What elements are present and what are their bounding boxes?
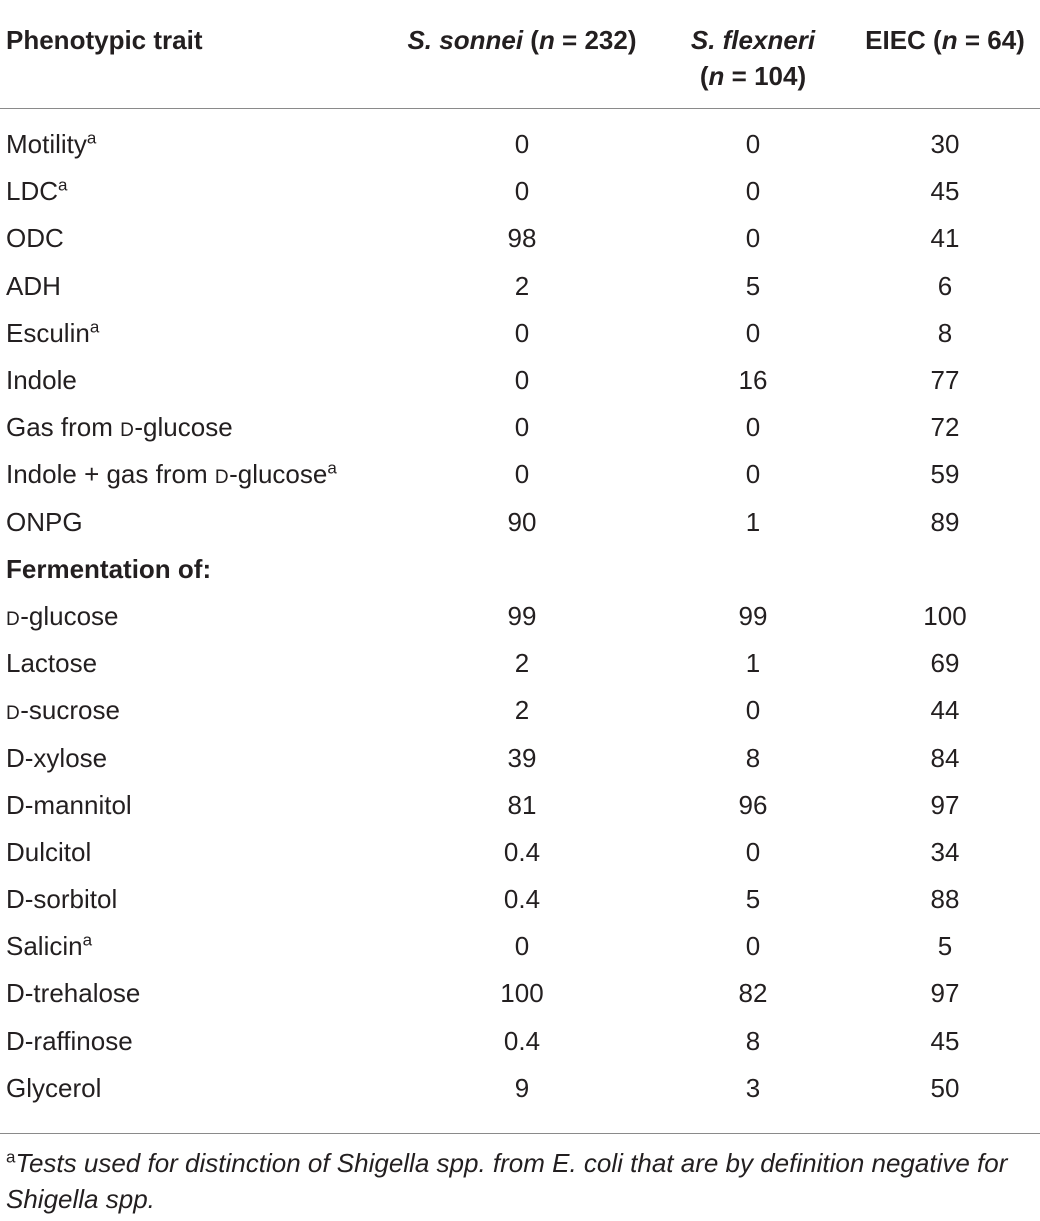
value-s-sonnei: 0 [514, 412, 530, 443]
value-s-flexneri: 0 [745, 931, 761, 962]
value-s-sonnei: 90 [507, 506, 537, 537]
value-s-flexneri: 0 [745, 695, 761, 726]
value-eiec: 88 [930, 884, 960, 915]
row-label: Lactose [6, 648, 98, 679]
value-s-flexneri: 5 [745, 270, 761, 301]
table-row [0, 1065, 1040, 1112]
value-eiec: 50 [930, 1072, 960, 1103]
value-s-sonnei: 9 [514, 1072, 530, 1103]
row-label: Motility$^a$ [6, 128, 97, 160]
value-s-flexneri: 3 [745, 1072, 761, 1103]
row-label: LDC$^a$ [6, 175, 68, 207]
value-s-flexneri: 82 [738, 978, 768, 1009]
value-s-flexneri: 1 [745, 506, 761, 537]
row-label: D-raffinose [6, 1025, 133, 1056]
value-s-flexneri: 0 [745, 317, 761, 348]
table-row [0, 876, 1040, 923]
table-row [0, 593, 1040, 640]
table-row [0, 109, 1040, 169]
value-s-sonnei: 100 [500, 978, 544, 1009]
table-row [0, 1018, 1040, 1065]
value-s-sonnei: 0 [514, 365, 530, 396]
table-row [0, 404, 1040, 451]
value-s-flexneri: 0 [745, 459, 761, 490]
table-body [0, 109, 1040, 1112]
value-s-flexneri: 8 [745, 1025, 761, 1056]
table-row [0, 451, 1040, 498]
value-eiec: 30 [930, 129, 960, 160]
value-eiec: 84 [930, 742, 960, 773]
value-s-flexneri: 0 [745, 223, 761, 254]
row-label: D-sucrose [6, 695, 120, 726]
value-s-flexneri: 1 [745, 648, 761, 679]
row-label: D-xylose [6, 742, 108, 773]
value-eiec: 6 [937, 270, 953, 301]
value-s-sonnei: 0 [514, 317, 530, 348]
footnote-marker: a [82, 930, 93, 950]
value-s-sonnei: 99 [507, 600, 537, 631]
footnote-divider [0, 1133, 1040, 1134]
header-row [0, 0, 1040, 109]
table-row [0, 357, 1040, 404]
table-footnote: $^a$Tests used for distinction of Shigella spp. from E. coli that are by definition negative for Shigella spp. [6, 1147, 1008, 1214]
value-eiec: 5 [937, 931, 953, 962]
value-s-sonnei: 2 [514, 695, 530, 726]
row-label: ODC [6, 223, 64, 254]
table-row [0, 499, 1040, 546]
value-s-sonnei: 0 [514, 176, 530, 207]
value-s-flexneri: 99 [738, 600, 768, 631]
value-eiec: 59 [930, 459, 960, 490]
table-row [0, 640, 1040, 687]
value-s-flexneri: 0 [745, 129, 761, 160]
value-eiec: 44 [930, 695, 960, 726]
value-eiec: 72 [930, 412, 960, 443]
value-eiec: 45 [930, 1025, 960, 1056]
row-label: Salicin$^a$ [6, 930, 93, 962]
row-label: D-mannitol [6, 789, 132, 820]
value-s-sonnei: 0.4 [503, 836, 541, 867]
value-s-sonnei: 0.4 [503, 1025, 541, 1056]
table-row [0, 970, 1040, 1017]
header-eiec: EIEC (n = 64) [865, 25, 1025, 55]
row-label: D-trehalose [6, 978, 141, 1009]
value-s-flexneri: 5 [745, 884, 761, 915]
value-eiec: 69 [930, 648, 960, 679]
value-eiec: 34 [930, 836, 960, 867]
header-s-flexneri: S. flexneri (n = 104) [690, 25, 816, 91]
value-s-sonnei: 0 [514, 931, 530, 962]
value-s-sonnei: 2 [514, 270, 530, 301]
value-s-sonnei: 0 [514, 459, 530, 490]
value-eiec: 77 [930, 365, 960, 396]
value-s-flexneri: 0 [745, 176, 761, 207]
value-s-flexneri: 0 [745, 412, 761, 443]
header-s-sonnei: S. sonnei (n = 232) [407, 25, 637, 55]
value-eiec: 100 [923, 600, 967, 631]
table-row [0, 782, 1040, 829]
value-eiec: 97 [930, 978, 960, 1009]
table-row [0, 687, 1040, 734]
row-label: D-glucose [6, 600, 119, 631]
value-s-flexneri: 0 [745, 836, 761, 867]
value-eiec: 45 [930, 176, 960, 207]
table-row [0, 263, 1040, 310]
row-label: Indole + gas from D-glucose$^a$ [6, 458, 337, 490]
value-eiec: 41 [930, 223, 960, 254]
row-label: Glycerol [6, 1072, 102, 1103]
value-eiec: 89 [930, 506, 960, 537]
value-s-sonnei: 0 [514, 129, 530, 160]
value-s-sonnei: 81 [507, 789, 537, 820]
row-label: ONPG [6, 506, 83, 537]
value-s-sonnei: 39 [507, 742, 537, 773]
footnote-marker: a [86, 128, 97, 148]
footnote-marker: a [58, 175, 68, 195]
header-phenotypic-trait: Phenotypic trait [6, 25, 203, 55]
table-row [0, 829, 1040, 876]
footnote-marker: a [327, 458, 337, 478]
row-label: Gas from D-glucose [6, 412, 233, 443]
row-label: ADH [6, 270, 61, 301]
row-label: D-sorbitol [6, 884, 118, 915]
section-header-row [0, 546, 1040, 593]
value-s-sonnei: 98 [507, 223, 537, 254]
value-s-flexneri: 96 [738, 789, 768, 820]
value-s-sonnei: 2 [514, 648, 530, 679]
table-row [0, 168, 1040, 215]
value-eiec: 8 [937, 317, 953, 348]
row-label: Dulcitol [6, 836, 92, 867]
table-row [0, 734, 1040, 781]
table-row [0, 923, 1040, 970]
row-label: Indole [6, 365, 77, 396]
section-title: Fermentation of: [6, 553, 212, 584]
row-label: Esculin$^a$ [6, 317, 100, 348]
value-s-flexneri: 8 [745, 742, 761, 773]
footnote-marker: a [89, 317, 100, 337]
value-s-flexneri: 16 [738, 365, 768, 396]
table-row [0, 215, 1040, 262]
value-eiec: 97 [930, 789, 960, 820]
value-s-sonnei: 0.4 [503, 884, 541, 915]
table-row [0, 310, 1040, 357]
